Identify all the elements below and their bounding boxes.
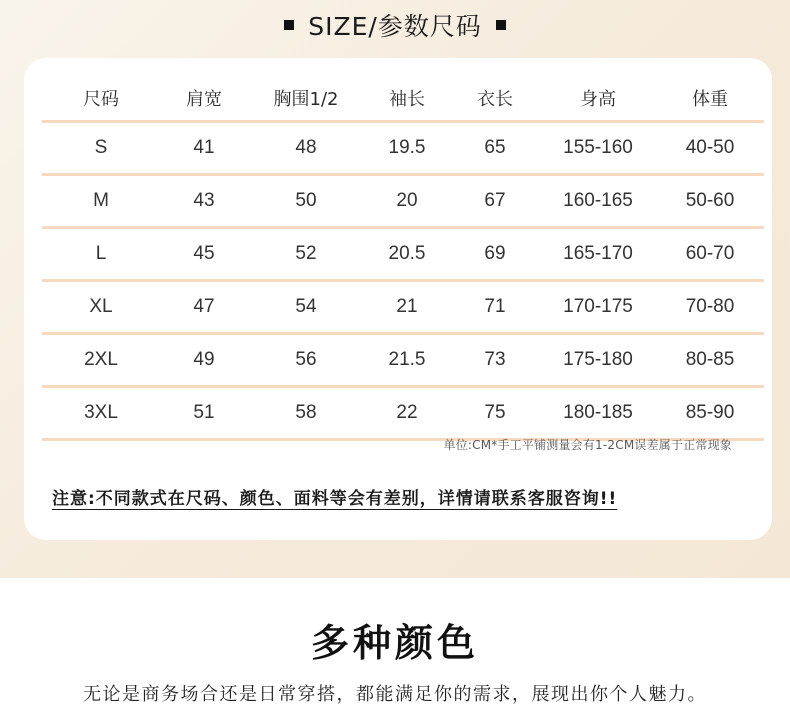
- table-cell: M: [42, 175, 160, 228]
- table-cell: 49: [160, 334, 248, 387]
- table-cell: 175-180: [540, 334, 656, 387]
- table-cell: 50: [248, 175, 364, 228]
- table-cell: 40-50: [656, 122, 764, 175]
- table-row: [42, 387, 764, 440]
- table-cell: 155-160: [540, 122, 656, 175]
- notice-text: 注意:不同款式在尺码、颜色、面料等会有差别，详情请联系客服咨询!!: [52, 489, 618, 509]
- table-cell: 170-175: [540, 281, 656, 334]
- table-cell: 2XL: [42, 334, 160, 387]
- header-cell: 肩宽: [186, 89, 222, 110]
- table-header-row: [42, 76, 764, 122]
- table-cell: 85-90: [656, 387, 764, 440]
- table-cell: 56: [248, 334, 364, 387]
- table-cell: 52: [248, 228, 364, 281]
- heading-title: SIZE/参数尺码: [308, 12, 482, 41]
- table-row: [42, 281, 764, 334]
- table-row: [42, 228, 764, 281]
- table-cell: 3XL: [42, 387, 160, 440]
- table-cell: 58: [248, 387, 364, 440]
- table-cell: 67: [450, 175, 540, 228]
- table-cell: 20: [364, 175, 450, 228]
- colors-section-subtitle: 无论是商务场合还是日常穿搭，都能满足你的需求，展现出你个人魅力。: [83, 684, 707, 705]
- square-bullet-icon: [284, 20, 294, 30]
- table-cell: 69: [450, 228, 540, 281]
- table-cell: 65: [450, 122, 540, 175]
- table-cell: 54: [248, 281, 364, 334]
- table-cell: 165-170: [540, 228, 656, 281]
- header-cell: 身高: [580, 89, 616, 110]
- table-row: [42, 175, 764, 228]
- header-cell: 体重: [692, 89, 728, 110]
- table-cell: 71: [450, 281, 540, 334]
- table-cell: 22: [364, 387, 450, 440]
- table-cell: 45: [160, 228, 248, 281]
- table-cell: 50-60: [656, 175, 764, 228]
- table-cell: 75: [450, 387, 540, 440]
- unit-note: 单位:CM*手工平铺测量会有1-2CM误差属于正常现象: [443, 438, 732, 452]
- table-cell: 21.5: [364, 334, 450, 387]
- square-bullet-icon: [496, 20, 506, 30]
- table-cell: 21: [364, 281, 450, 334]
- header-cell: 袖长: [389, 89, 425, 110]
- size-card: [24, 58, 772, 540]
- header-cell: 尺码: [83, 89, 119, 110]
- table-cell: 51: [160, 387, 248, 440]
- header-cell: 衣长: [477, 89, 513, 110]
- table-cell: S: [42, 122, 160, 175]
- table-row: [42, 122, 764, 175]
- table-cell: 20.5: [364, 228, 450, 281]
- table-row: [42, 334, 764, 387]
- table-cell: 43: [160, 175, 248, 228]
- table-cell: XL: [42, 281, 160, 334]
- table-cell: 19.5: [364, 122, 450, 175]
- section-heading: [0, 0, 790, 50]
- size-table: [42, 76, 764, 441]
- table-cell: 70-80: [656, 281, 764, 334]
- table-cell: 80-85: [656, 334, 764, 387]
- table-cell: 47: [160, 281, 248, 334]
- table-cell: 160-165: [540, 175, 656, 228]
- table-cell: L: [42, 228, 160, 281]
- table-cell: 48: [248, 122, 364, 175]
- table-cell: 180-185: [540, 387, 656, 440]
- header-cell: 胸围1/2: [273, 89, 339, 110]
- table-cell: 41: [160, 122, 248, 175]
- table-cell: 73: [450, 334, 540, 387]
- table-cell: 60-70: [656, 228, 764, 281]
- colors-section-title: 多种颜色: [310, 621, 479, 665]
